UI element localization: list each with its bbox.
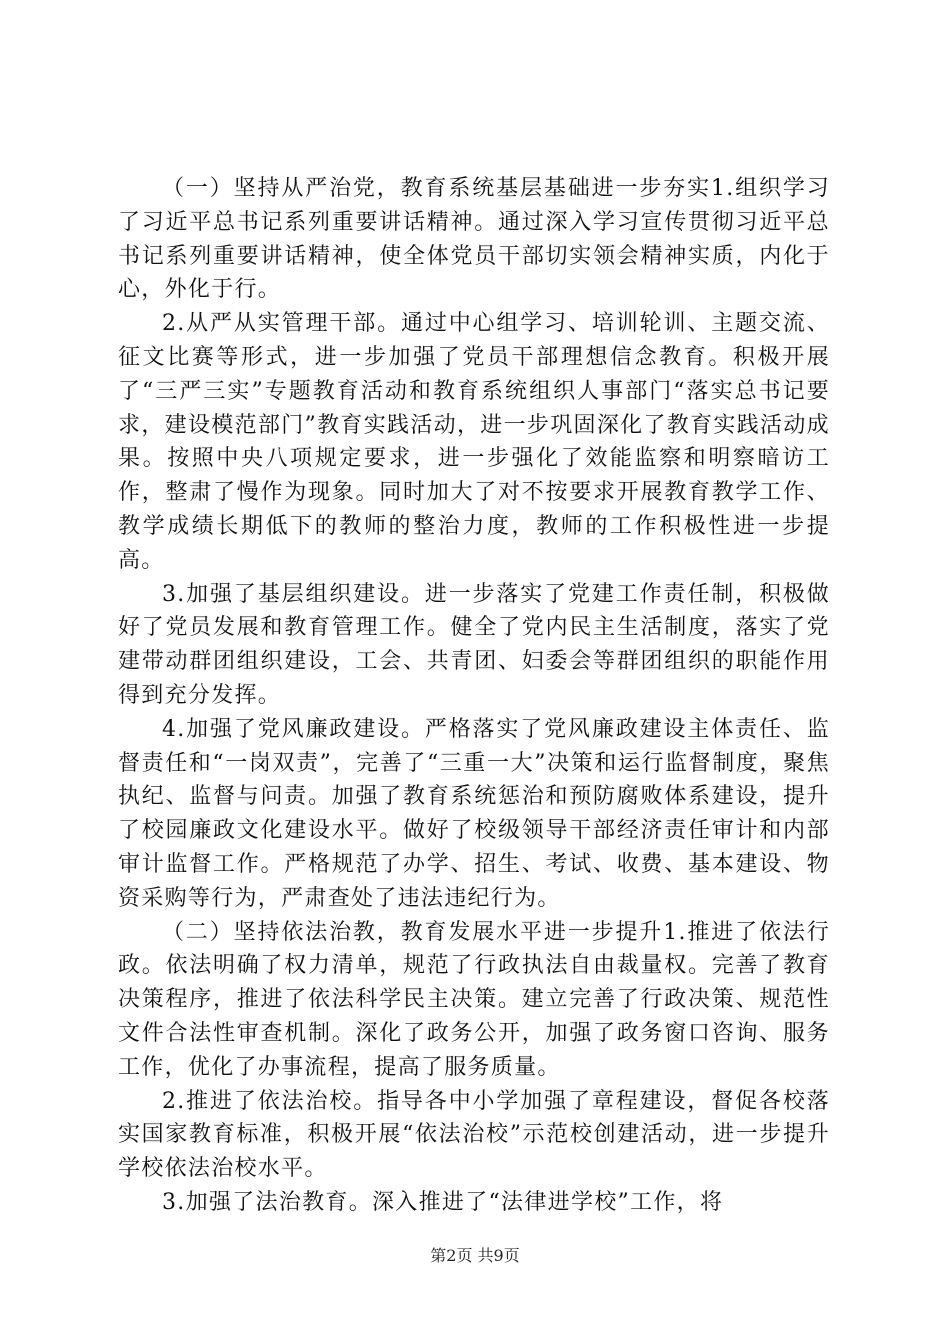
paragraph-3: 3.加强了基层组织建设。进一步落实了党建工作责任制，积极做好了党员发展和教育管理工作。健全了党内民主生活制度，落实了党建带动群团组织建设，工会、共青团、妇委会等群团组织的职能作用得到充分发挥。 (118, 581, 830, 708)
paragraph-5: （二）坚持依法治教，教育发展水平进一步提升1.推进了依法行政。依法明确了权力清单，规范了行政执法自由裁量权。完善了教育决策程序，推进了依法科学民主决策。建立完善了行政决策、规范性文件合法性审查机制。深化了政务公开，加强了政务窗口咨询、服务工作，优化了办事流程，提高了服务质量。 (118, 919, 830, 1080)
paragraph-2: 2.从严从实管理干部。通过中心组学习、培训轮训、主题交流、征文比赛等形式，进一步加强了党员干部理想信念教育。积极开展了“三严三实”专题教育活动和教育系统组织人事部门“落实总书记要求，建设模范部门”教育实践活动，进一步巩固深化了教育实践活动成果。按照中央八项规定要求，进一步强化了效能监察和明察暗访工作，整肃了慢作为现象。同时加大了对不按要求开展教育教学工作、教学成绩长期低下的教师的整治力度，教师的工作积极性进一步提高。 (118, 311, 830, 573)
page-number-footer: 第2页 共9页 (430, 1246, 520, 1265)
paragraph-4: 4.加强了党风廉政建设。严格落实了党风廉政建设主体责任、监督责任和“一岗双责”，完善了“三重一大”决策和运行监督制度，聚焦执纪、监督与问责。加强了教育系统惩治和预防腐败体系建设，提升了校园廉政文化建设水平。做好了校级领导干部经济责任审计和内部审计监督工作。严格规范了办学、招生、考试、收费、基本建设、物资采购等行为，严肃查处了违法违纪行为。 (118, 716, 830, 911)
paragraph-1: （一）坚持从严治党，教育系统基层基础进一步夯实1.组织学习了习近平总书记系列重要讲话精神。通过深入学习宣传贯彻习近平总书记系列重要讲话精神，使全体党员干部切实领会精神实质，内化于心，外化于行。 (118, 176, 830, 303)
paragraph-6: 2.推进了依法治校。指导各中小学加强了章程建设，督促各校落实国家教育标准，积极开展“依法治校”示范校创建活动，进一步提升学校依法治校水平。 (118, 1088, 830, 1182)
document-body (118, 172, 830, 1220)
paragraph-7: 3.加强了法治教育。深入推进了“法律进学校”工作，将 (162, 1189, 724, 1215)
